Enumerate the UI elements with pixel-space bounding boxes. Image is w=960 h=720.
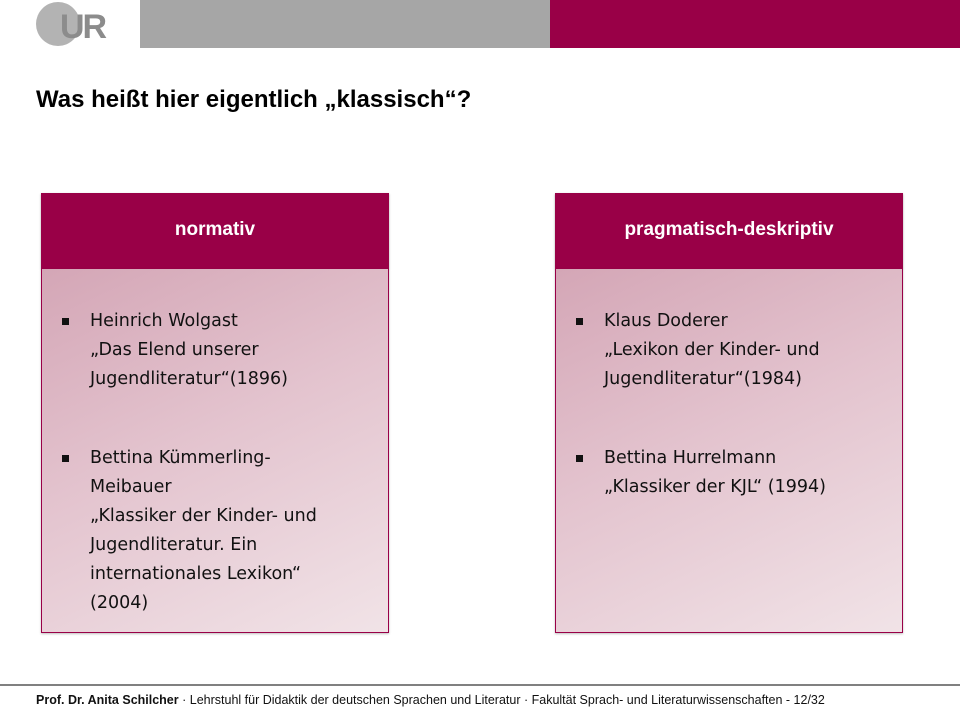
list-item-line: (2004) xyxy=(90,593,149,613)
square-bullet-icon xyxy=(62,455,69,462)
list-item-line: Jugendliteratur“(1984) xyxy=(604,369,803,389)
list-item-line: Jugendliteratur“(1896) xyxy=(90,369,289,389)
footer xyxy=(36,693,825,707)
list-item-line: Klaus Doderer xyxy=(604,311,728,331)
column-body xyxy=(41,269,389,633)
list-item xyxy=(574,444,888,502)
list-item xyxy=(60,307,374,394)
logo-text: UR xyxy=(60,8,106,46)
bullet-list xyxy=(574,307,888,552)
list-item-line: Jugendliteratur. Ein xyxy=(90,535,258,555)
list-item-line: Meibauer xyxy=(90,477,172,497)
header-accent-bar xyxy=(550,0,960,48)
university-logo xyxy=(30,2,135,50)
footer-author: Prof. Dr. Anita Schilcher xyxy=(36,693,179,707)
list-item-line: „Lexikon der Kinder- und xyxy=(604,340,820,360)
list-item-line: Bettina Kümmerling- xyxy=(90,448,271,468)
list-item-line: Bettina Hurrelmann xyxy=(604,448,777,468)
column-normativ xyxy=(41,193,389,634)
column-heading: normativ xyxy=(41,193,389,269)
list-item xyxy=(60,444,374,618)
square-bullet-icon xyxy=(576,318,583,325)
square-bullet-icon xyxy=(62,318,69,325)
footer-text: · Lehrstuhl für Didaktik der deutschen Sprachen und Literatur · Fakultät Sprach- und Literaturwissenschaften - 12/32 xyxy=(178,693,825,707)
column-pragmatisch-deskriptiv xyxy=(555,193,903,634)
bullet-list xyxy=(60,307,374,668)
page-title: Was heißt hier eigentlich „klassisch“? xyxy=(36,86,472,113)
column-body xyxy=(555,269,903,633)
square-bullet-icon xyxy=(576,455,583,462)
list-item-line: Heinrich Wolgast xyxy=(90,311,238,331)
list-item-line: „Das Elend unserer xyxy=(90,340,259,360)
list-item-line: „Klassiker der KJL“ (1994) xyxy=(604,477,826,497)
list-item xyxy=(574,307,888,394)
header-gray-bar xyxy=(140,0,550,48)
column-heading: pragmatisch-deskriptiv xyxy=(555,193,903,269)
footer-divider xyxy=(0,684,960,686)
list-item-line: „Klassiker der Kinder- und xyxy=(90,506,317,526)
list-item-line: internationales Lexikon“ xyxy=(90,564,302,584)
